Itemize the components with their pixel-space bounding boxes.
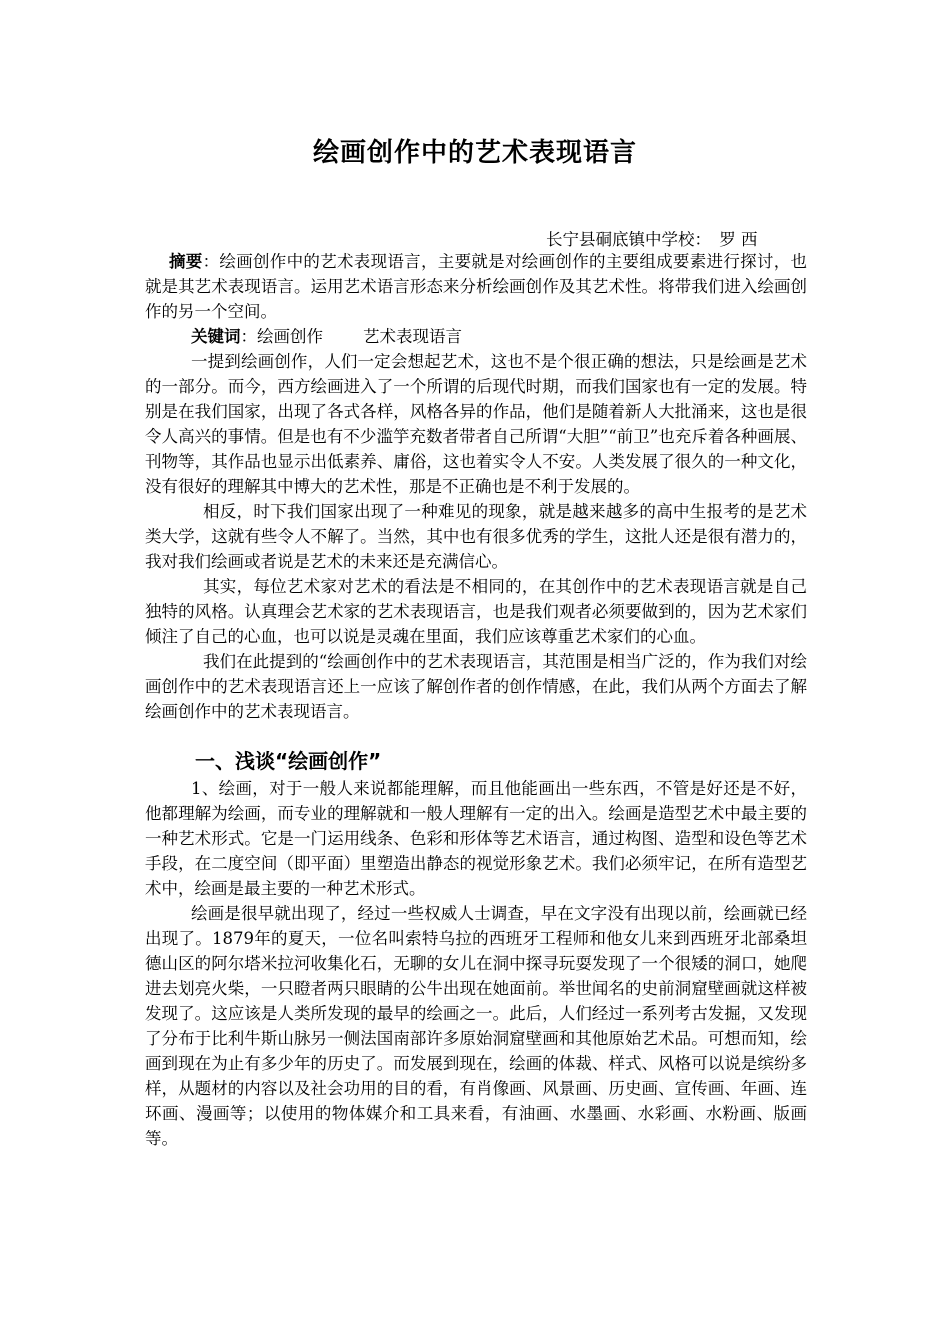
abstract-text: ：绘画创作中的艺术表现语言，主要就是对绘画创作的主要组成要素进行探讨，也就是其艺术表现语言。运用艺术语言形态来分析绘画创作及其艺术性。将带我们进入绘画创作的另一个空间。 <box>145 252 808 321</box>
keyword-item: 艺术表现语言 <box>363 327 462 346</box>
author-line: 长宁县硐底镇中学校： 罗 西 <box>546 230 758 249</box>
intro-paragraph-3: 其实，每位艺术家对艺术的看法是不相同的，在其创作中的艺术表现语言就是自己独特的风格。认真理会艺术家的艺术表现语言，也是我们观者必须要做到的，因为艺术家们倾注了自己的心血，也可以说是灵魂在里面，我们应该尊重艺术家们的心血。 <box>145 577 807 646</box>
keywords-label: 关键词 <box>191 327 241 346</box>
keywords-separator: ： <box>240 327 257 346</box>
abstract-label: 摘要 <box>169 252 203 271</box>
intro-paragraph-1: 一提到绘画创作，人们一定会想起艺术，这也不是个很正确的想法，只是绘画是艺术的一部分。而今，西方绘画进入了一个所谓的后现代时期，而我们国家也有一定的发展。特别是在我们国家，出现了各式各样，风格各异的作品，他们是随着新人大批涌来，这也是很令人高兴的事情。但是也有不少滥竽充数者带者自己所谓“大胆”“前卫”也充斥着各种画展、刊物等，其作品也显示出低素养、庸俗，这也着实令人不安。人类发展了很久的一种文化，没有很好的理解其中博大的艺术性，那是不正确也是不利于发展的。 <box>145 352 807 496</box>
keyword-item: 绘画创作 <box>257 327 323 346</box>
section-heading: 一、浅谈“绘画创作” <box>195 749 382 773</box>
document-body <box>145 249 807 1151</box>
keywords-paragraph <box>145 324 807 349</box>
document-title: 绘画创作中的艺术表现语言 <box>312 138 637 168</box>
section-paragraph-2: 绘画是很早就出现了，经过一些权威人士调查，早在文字没有出现以前，绘画就已经出现了。1879年的夏天，一位名叫索特乌拉的西班牙工程师和他女儿来到西班牙北部桑坦德山区的阿尔塔米拉河收集化石，无聊的女儿在洞中探寻玩耍发现了一个很矮的洞口，她爬进去划亮火柴，一只瞪者两只眼睛的公牛出现在她面前。举世闻名的史前洞窟壁画就这样被发现了。这应该是人类所发现的最早的绘画之一。此后，人们经过一系列考古发掘，又发现了分布于比利牛斯山脉另一侧法国南部许多原始洞窟壁画和其他原始艺术品。可想而知，绘画到现在为止有多少年的历史了。而发展到现在，绘画的体裁、样式、风格可以说是缤纷多样，从题材的内容以及社会功用的目的看，有肖像画、风景画、历史画、宣传画、年画、连环画、漫画等；以使用的物体媒介和工具来看，有油画、水墨画、水彩画、水粉画、版画等。 <box>145 904 807 1148</box>
intro-paragraph-2: 相反，时下我们国家出现了一种难见的现象，就是越来越多的高中生报考的是艺术类大学，这就有些令人不解了。当然，其中也有很多优秀的学生，这批人还是很有潜力的，我对我们绘画或者说是艺术的未来还是充满信心。 <box>145 502 807 571</box>
intro-paragraph-4: 我们在此提到的“绘画创作中的艺术表现语言，其范围是相当广泛的，作为我们对绘画创作中的艺术表现语言还上一应该了解创作者的创作情感，在此，我们从两个方面去了解绘画创作中的艺术表现语言。 <box>145 652 807 721</box>
section-paragraph-1: 1、绘画，对于一般人来说都能理解，而且他能画出一些东西，不管是好还是不好，他都理解为绘画，而专业的理解就和一般人理解有一定的出入。绘画是造型艺术中最主要的一种艺术形式。它是一门运用线条、色彩和形体等艺术语言，通过构图、造型和设色等艺术手段，在二度空间（即平面）里塑造出静态的视觉形象艺术。我们必须牢记，在所有造型艺术中，绘画是最主要的一种艺术形式。 <box>145 779 807 898</box>
abstract-paragraph <box>145 249 807 324</box>
